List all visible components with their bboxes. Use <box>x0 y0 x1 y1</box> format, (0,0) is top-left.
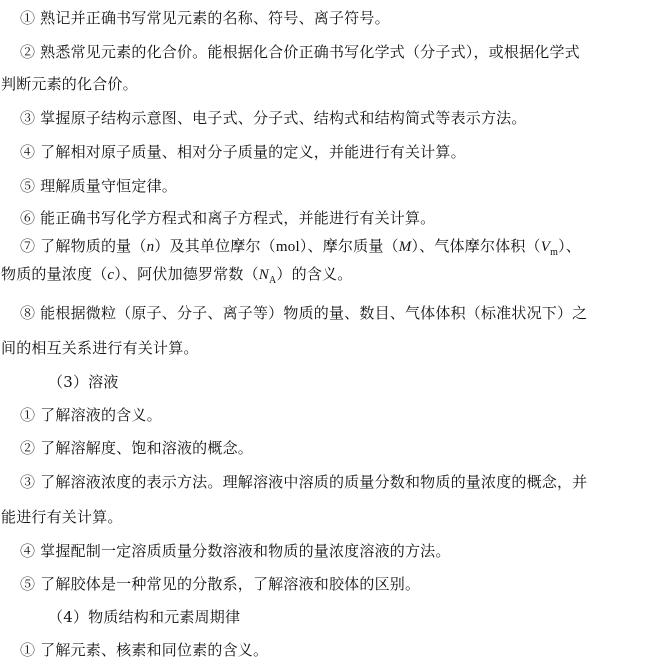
symbol-M: M <box>398 239 412 255</box>
list-item: ② 熟悉常见元素的化合价。能根据化合价正确书写化学式（分子式），或根据化学式 <box>20 43 580 61</box>
list-item: ① 了解元素、核素和同位素的含义。 <box>20 641 269 659</box>
list-item: ⑤ 理解质量守恒定律。 <box>20 177 177 195</box>
symbol-n: n <box>146 239 155 255</box>
list-item: ① 了解溶液的含义。 <box>20 406 162 424</box>
list-item: ③ 了解溶液浓度的表示方法。理解溶液中溶质的质量分数和物质的量浓度的概念，并 <box>20 473 588 491</box>
symbol-V: V <box>540 239 551 255</box>
list-item-continuation: 物质的量浓度（c）、阿伏加德罗常数$(N_A)$的含义。 <box>1 265 353 286</box>
symbol-c: c <box>107 267 115 283</box>
list-item: ③ 掌握原子结构示意图、电子式、分子式、结构式和结构简式等表示方法。 <box>20 109 527 127</box>
list-item: ④ 掌握配制一定溶质质量分数溶液和物质的量浓度溶液的方法。 <box>20 542 451 560</box>
section-heading: （4）物质结构和元素周期律 <box>48 608 241 626</box>
section-heading: （3）溶液 <box>48 373 119 391</box>
list-item-continuation: 间的相互关系进行有关计算。 <box>1 339 199 357</box>
symbol-N: N <box>258 267 269 283</box>
subscript-m: m <box>550 247 559 258</box>
list-item: ② 了解溶解度、饱和溶液的概念。 <box>20 439 253 457</box>
list-item: ⑤ 了解胶体是一种常见的分散系，了解溶液和胶体的区别。 <box>20 575 421 593</box>
subscript-A: A <box>269 275 277 286</box>
list-item-continuation: 判断元素的化合价。 <box>1 75 138 93</box>
unit-mol: mol <box>275 239 300 255</box>
list-item: ① 熟记并正确书写常见元素的名称、符号、离子符号。 <box>20 9 390 27</box>
list-item: ⑦ 了解物质的量（n）及其单位摩尔（mol）、摩尔质量（M）、气体摩尔体积$(V_m)$、 <box>20 237 582 258</box>
list-item: ⑧ 能根据微粒（原子、分子、离子等）物质的量、数目、气体体积（标准状况下）之 <box>20 304 588 322</box>
list-item: ⑥ 能正确书写化学方程式和离子方程式，并能进行有关计算。 <box>20 209 436 227</box>
list-item-continuation: 能进行有关计算。 <box>1 508 123 526</box>
list-item: ④ 了解相对原子质量、相对分子质量的定义，并能进行有关计算。 <box>20 143 466 161</box>
